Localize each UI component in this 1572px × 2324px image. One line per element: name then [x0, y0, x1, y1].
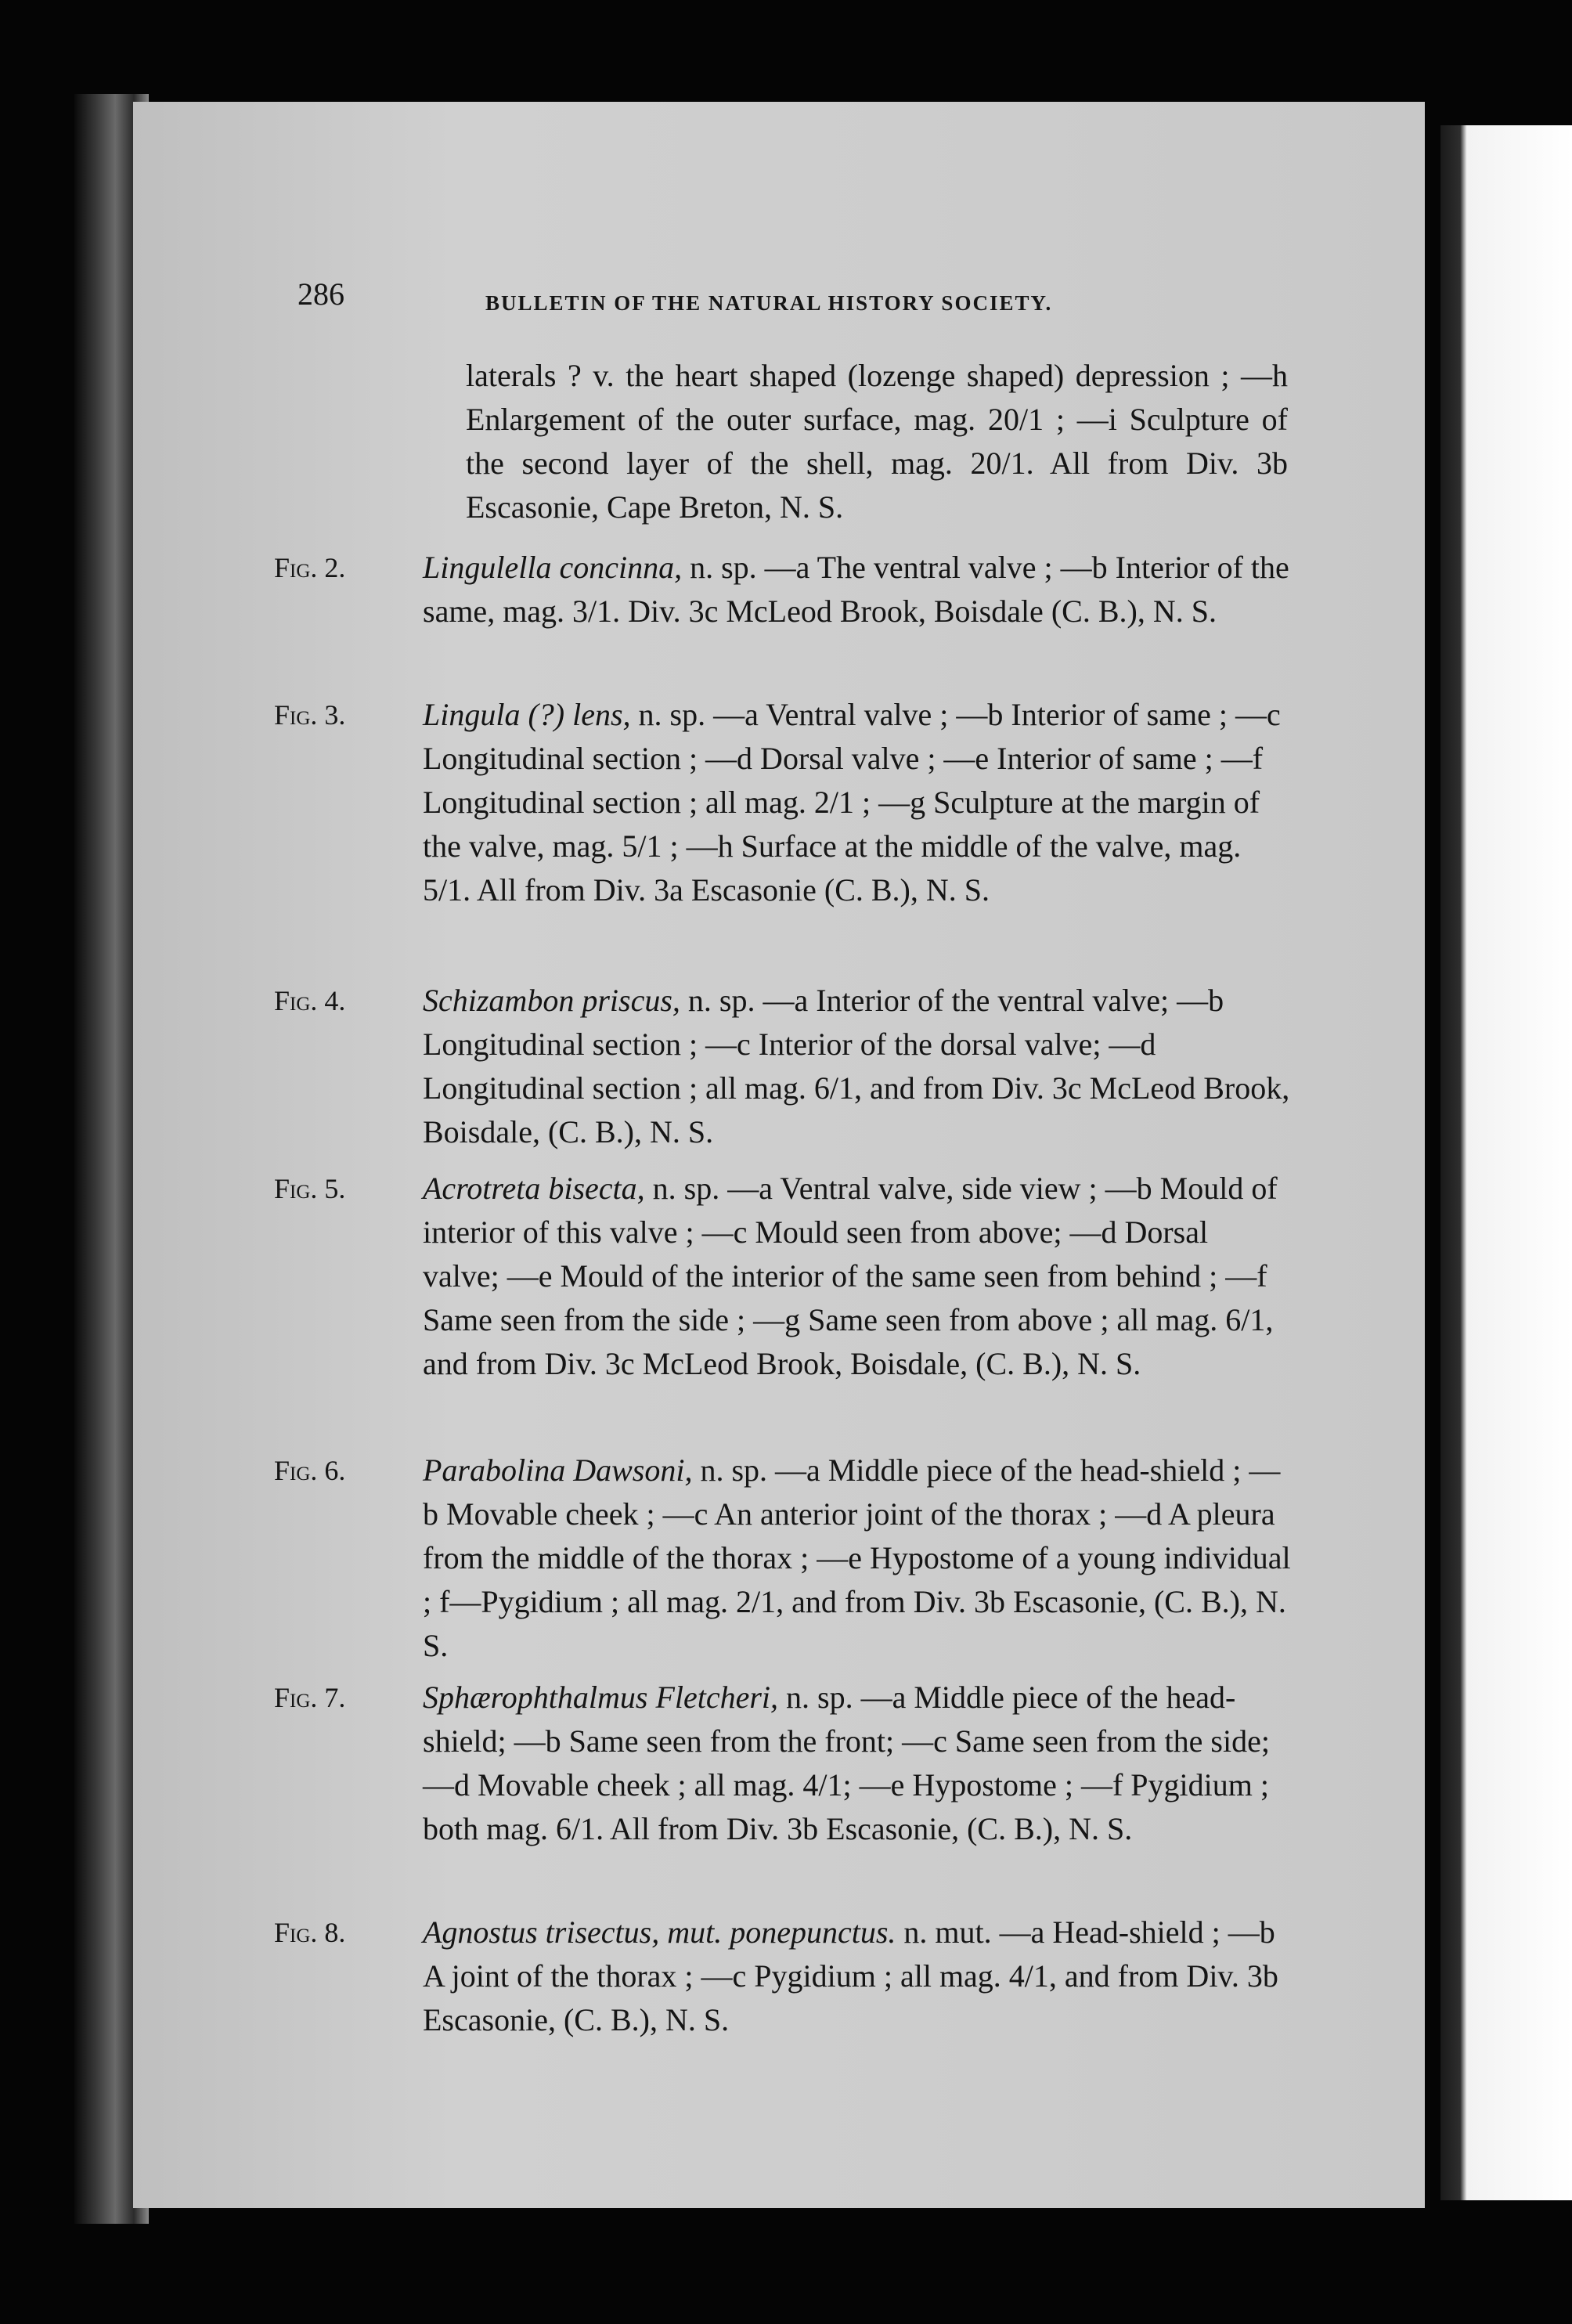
running-head: BULLETIN OF THE NATURAL HISTORY SOCIETY. — [485, 291, 1053, 315]
page-number: 286 — [297, 276, 344, 312]
species-name: Parabolina Dawsoni, — [423, 1452, 693, 1488]
figure-label: Fig. 7. — [274, 1682, 346, 1713]
figure-text: n. sp. —a Ventral valve, side view ; —b Mould of interior of this valve ; —c Mould seen from above; —d Dorsal valve; —e Mould of the interior of the same seen from behind ; —f Same seen from the side ; —g Same seen from above ; all mag. 6/1, and from Div. 3c McLeod Brook, Boisdale, (C. B.), N. S. — [423, 1171, 1278, 1381]
figure-label: Fig. 6. — [274, 1455, 346, 1486]
species-name: Agnostus trisectus, mut. ponepunctus. — [423, 1914, 896, 1950]
continuation-paragraph: laterals ? v. the heart shaped (lozenge shaped) depression ; —h Enlargement of the outer surface, mag. 20/1 ; —i Sculpture of the second layer of the shell, mag. 20/1. All from Div. 3b Escasonie, Cape Breton, N. S. — [466, 358, 1288, 525]
species-name: Sphærophthalmus Fletcheri, — [423, 1680, 779, 1715]
species-name: Schizambon priscus, — [423, 983, 680, 1018]
figure-text: n. mut. —a Head-shield ; —b A joint of the thorax ; —c Pygidium ; all mag. 4/1, and from Div. 3b Escasonie, (C. B.), N. S. — [423, 1914, 1278, 2037]
figure-description — [423, 1676, 1292, 1851]
figure-description — [423, 546, 1292, 633]
figure-label: Fig. 5. — [274, 1173, 346, 1204]
figure-text: n. sp. —a Ventral valve ; —b Interior of same ; —c Longitudinal section ; —d Dorsal valve ; —e Interior of same ; —f Longitudinal section ; all mag. 2/1 ; —g Sculpture at the margin of the valve, mag. 5/1 ; —h Surface at the middle of the valve, mag. 5/1. All from Div. 3a Escasonie (C. B.), N. S. — [423, 697, 1281, 908]
figure-text: n. sp. —a Middle piece of the head-shield ; —b Movable cheek ; —c An anterior joint of the thorax ; —d A pleura from the middle of the thorax ; —e Hypostome of a young individual ; f—Pygidium ; all mag. 2/1, and from Div. 3b Escasonie, (C. B.), N. S. — [423, 1452, 1291, 1663]
species-name: Acrotreta bisecta, — [423, 1171, 645, 1206]
figure-label: Fig. 4. — [274, 985, 346, 1016]
figure-text: n. sp. —a The ventral valve ; —b Interior of the same, mag. 3/1. Div. 3c McLeod Brook, Boisdale (C. B.), N. S. — [423, 550, 1289, 629]
figure-label: Fig. 8. — [274, 1917, 346, 1948]
species-name: Lingulella concinna, — [423, 550, 683, 585]
figure-label: Fig. 2. — [274, 552, 346, 583]
figure-description — [423, 1911, 1292, 2042]
figure-text: n. sp. —a Interior of the ventral valve; —b Longitudinal section ; —c Interior of the dorsal valve; —d Longitudinal section ; all mag. 6/1, and from Div. 3c McLeod Brook, Boisdale, (C. B.), N. S. — [423, 983, 1290, 1149]
figure-description — [423, 1167, 1292, 1386]
facing-page-edge — [1440, 125, 1572, 2200]
figure-description — [423, 693, 1292, 912]
figure-label: Fig. 3. — [274, 699, 346, 731]
figure-description — [423, 1449, 1292, 1668]
figure-description — [423, 979, 1292, 1154]
species-name: Lingula (?) lens, — [423, 697, 631, 732]
figure-text: n. sp. —a Middle piece of the head-shield; —b Same seen from the front; —c Same seen from the side; —d Movable cheek ; all mag. 4/1; —e Hypostome ; —f Pygidium ; both mag. 6/1. All from Div. 3b Escasonie, (C. B.), N. S. — [423, 1680, 1270, 1846]
